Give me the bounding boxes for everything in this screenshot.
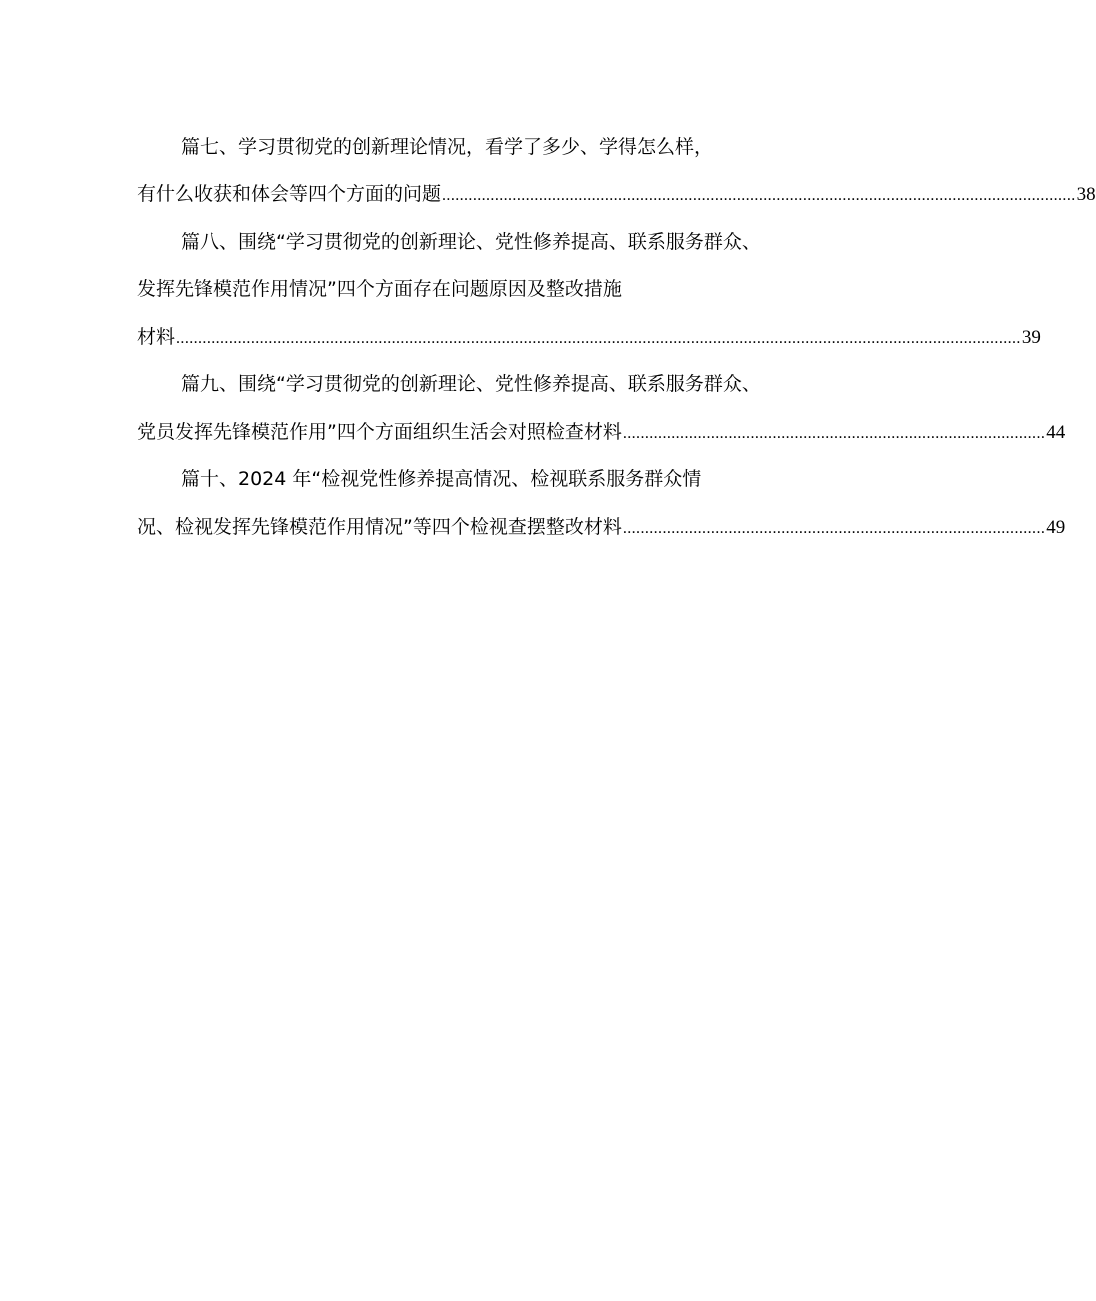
toc-page-number: 44 <box>1046 422 1066 443</box>
toc-entry-text: 发挥先锋模范作用情况”四个方面存在问题原因及整改措施 <box>137 278 622 300</box>
dot-leader: ................................................................................................ <box>622 425 1046 442</box>
dot-leader: ................................................................................................ <box>622 520 1046 537</box>
toc-entry-text: 材料 <box>137 326 176 348</box>
toc-entry-text: 党员发挥先锋模范作用”四个方面组织生活会对照检查材料 <box>137 421 622 443</box>
toc-entry-9-line-1[interactable] <box>181 369 761 399</box>
toc-entry-7-line-2[interactable] <box>137 179 1096 209</box>
toc-entry-text: 况、检视发挥先锋模范作用情况”等四个检视查摆整改材料 <box>137 516 622 538</box>
toc-entry-9-line-2[interactable] <box>137 417 1066 447</box>
toc-entry-text: 篇十、2024 年“检视党性修养提高情况、检视联系服务群众情 <box>181 468 702 490</box>
toc-page-number: 39 <box>1021 327 1041 348</box>
dot-leader: ................................................................................................................................................................................................ <box>176 330 1021 347</box>
toc-entry-8-line-1[interactable] <box>181 227 761 257</box>
toc-entry-text: 篇七、学习贯彻党的创新理论情况，看学了多少、学得怎么样， <box>181 136 714 158</box>
toc-entry-text: 篇八、围绕“学习贯彻党的创新理论、党性修养提高、联系服务群众、 <box>181 231 761 253</box>
toc-page-number: 38 <box>1076 184 1096 205</box>
toc-entry-8-line-2[interactable] <box>137 274 622 304</box>
toc-entry-text: 有什么收获和体会等四个方面的问题 <box>137 183 442 205</box>
toc-page-number: 49 <box>1046 517 1066 538</box>
dot-leader: ................................................................................................................................................ <box>442 187 1076 204</box>
toc-entry-7-line-1[interactable] <box>181 132 713 162</box>
toc-entry-10-line-2[interactable] <box>137 512 1066 542</box>
toc-entry-10-line-1[interactable] <box>181 464 701 494</box>
toc-entry-8-line-3[interactable] <box>137 322 1041 352</box>
toc-entry-text: 篇九、围绕“学习贯彻党的创新理论、党性修养提高、联系服务群众、 <box>181 373 761 395</box>
